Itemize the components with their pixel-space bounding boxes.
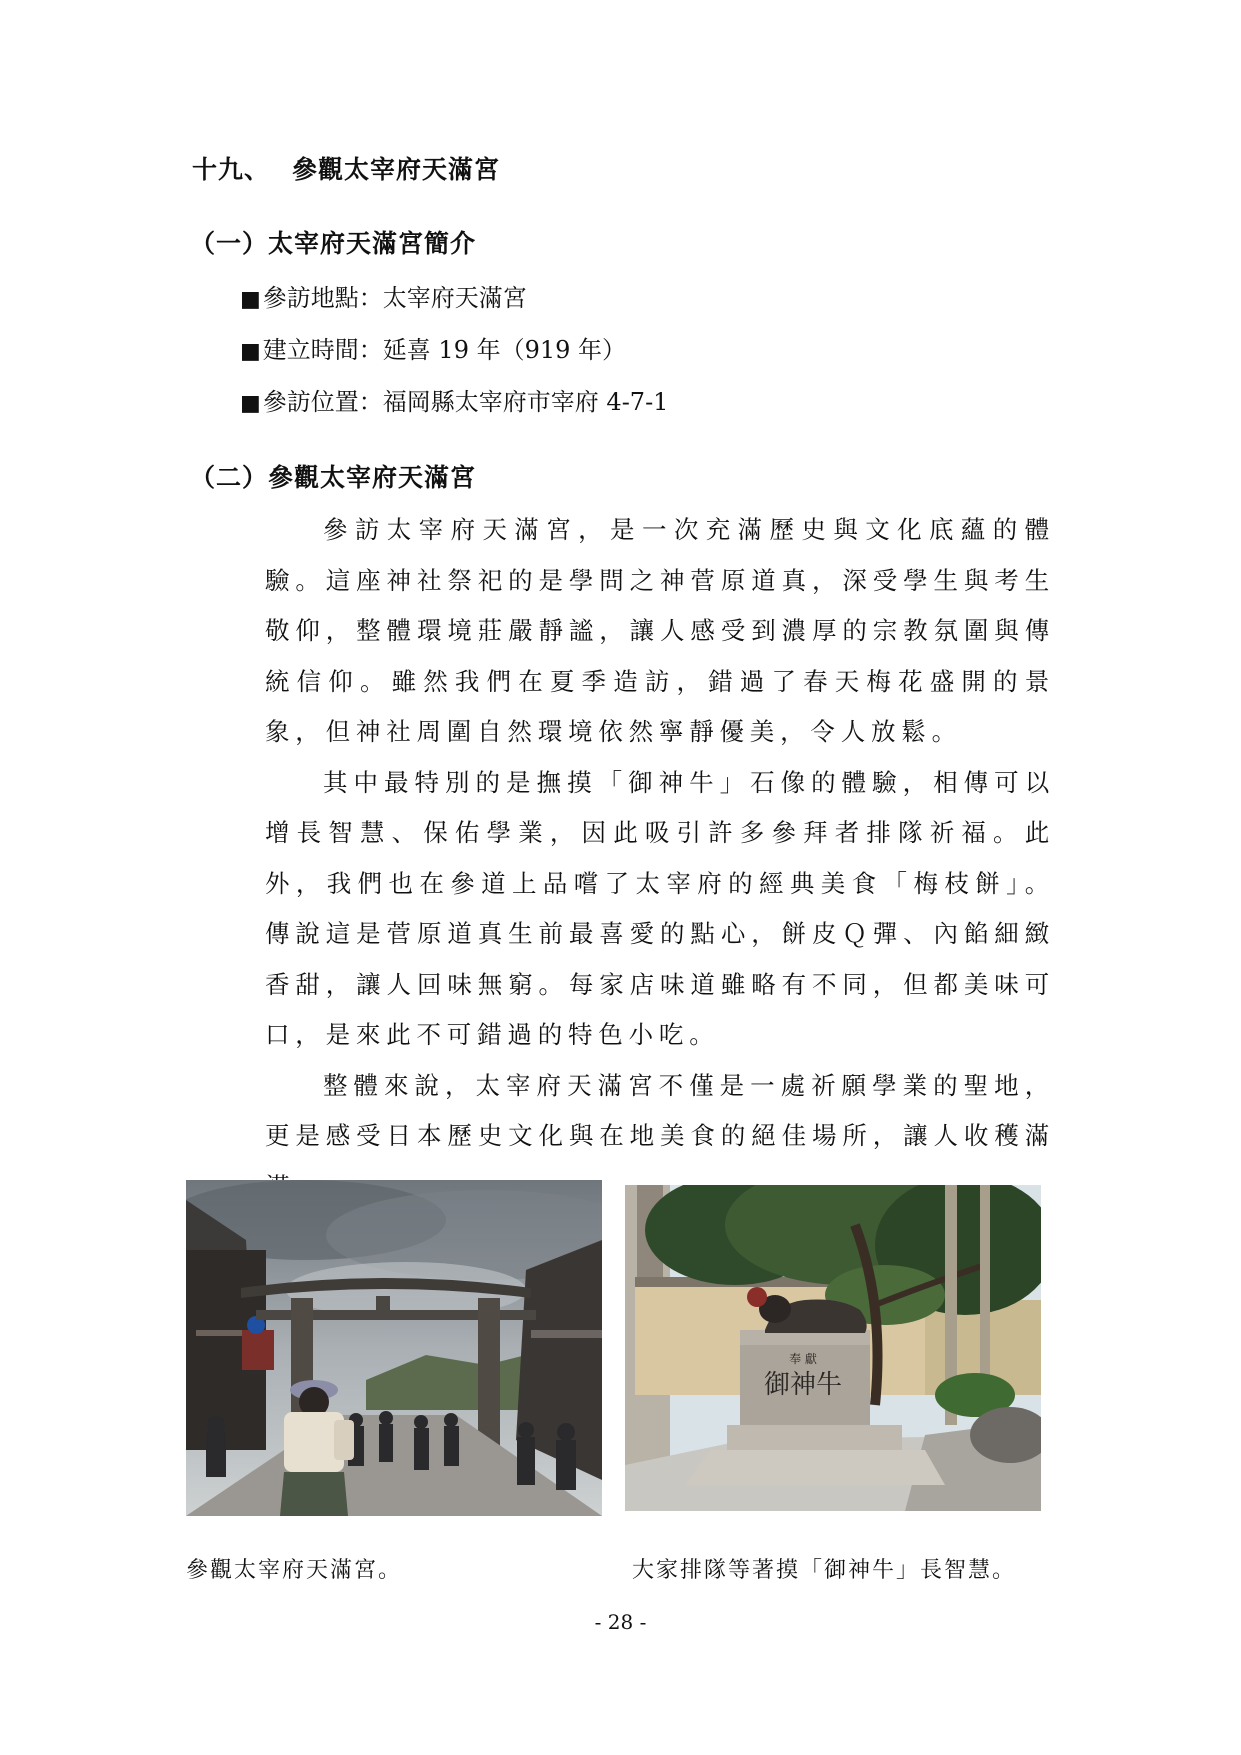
bullet-square-icon: ■ — [240, 287, 261, 312]
statue-inscription-small: 奉 獻 — [789, 1352, 817, 1366]
photo-caption-2: 大家排隊等著摸「御神牛」長智慧。 — [632, 1558, 1017, 1583]
info-item-address — [240, 382, 668, 434]
page-number: - 28 - — [594, 1610, 647, 1634]
info-list — [240, 278, 668, 434]
photo-goshingyu-statue — [625, 1185, 1041, 1511]
bullet-square-icon: ■ — [240, 391, 261, 416]
info-item-text: 參訪地點：太宰府天滿宮 — [262, 284, 527, 312]
section-title: 參觀太宰府天滿宮 — [292, 155, 501, 184]
section-number: 十九、 — [192, 155, 271, 184]
paragraph: 參訪太宰府天滿宮，是一次充滿歷史與文化底蘊的體驗。這座神社祭祀的是學問之神菅原道真，深受學生與考生敬仰，整體環境莊嚴靜謐，讓人感受到濃厚的宗教氛圍與傳統信仰。雖然我們在夏季造訪，錯過了春天梅花盛開的景象，但神社周圍自然環境依然寧靜優美，令人放鬆。 — [265, 515, 1055, 746]
paragraph: 其中最特別的是撫摸「御神牛」石像的體驗，相傳可以增長智慧、保佑學業，因此吸引許多參拜者排隊祈福。此外，我們也在參道上品嚐了太宰府的經典美食「梅枝餅」。傳說這是菅原道真生前最喜愛的點心，餅皮Ｑ彈、內餡細緻香甜，讓人回味無窮。每家店味道雖略有不同，但都美味可口，是來此不可錯過的特色小吃。 — [265, 767, 1055, 1049]
info-item-text: 建立時間：延喜 19 年（919 年） — [262, 336, 627, 364]
photo-caption-1: 參觀太宰府天滿宮。 — [186, 1558, 403, 1583]
paragraph: 整體來說，太宰府天滿宮不僅是一處祈願學業的聖地，更是感受日本歷史文化與在地美食的絕佳場所，讓人收穫滿 — [265, 1070, 1055, 1150]
subsection-2-title: （二）參觀太宰府天滿宮 — [190, 463, 477, 492]
subsection-1-title: （一）太宰府天滿宮簡介 — [190, 229, 477, 258]
info-item-text: 參訪位置：福岡縣太宰府市宰府 4-7-1 — [262, 388, 669, 416]
bullet-square-icon: ■ — [240, 339, 261, 364]
section-heading — [192, 150, 500, 186]
info-item-founded — [240, 330, 668, 382]
body-text — [265, 505, 1055, 1212]
info-item-location — [240, 278, 668, 330]
photo-torii-street — [186, 1180, 602, 1516]
statue-inscription: 御神牛 — [763, 1370, 843, 1400]
